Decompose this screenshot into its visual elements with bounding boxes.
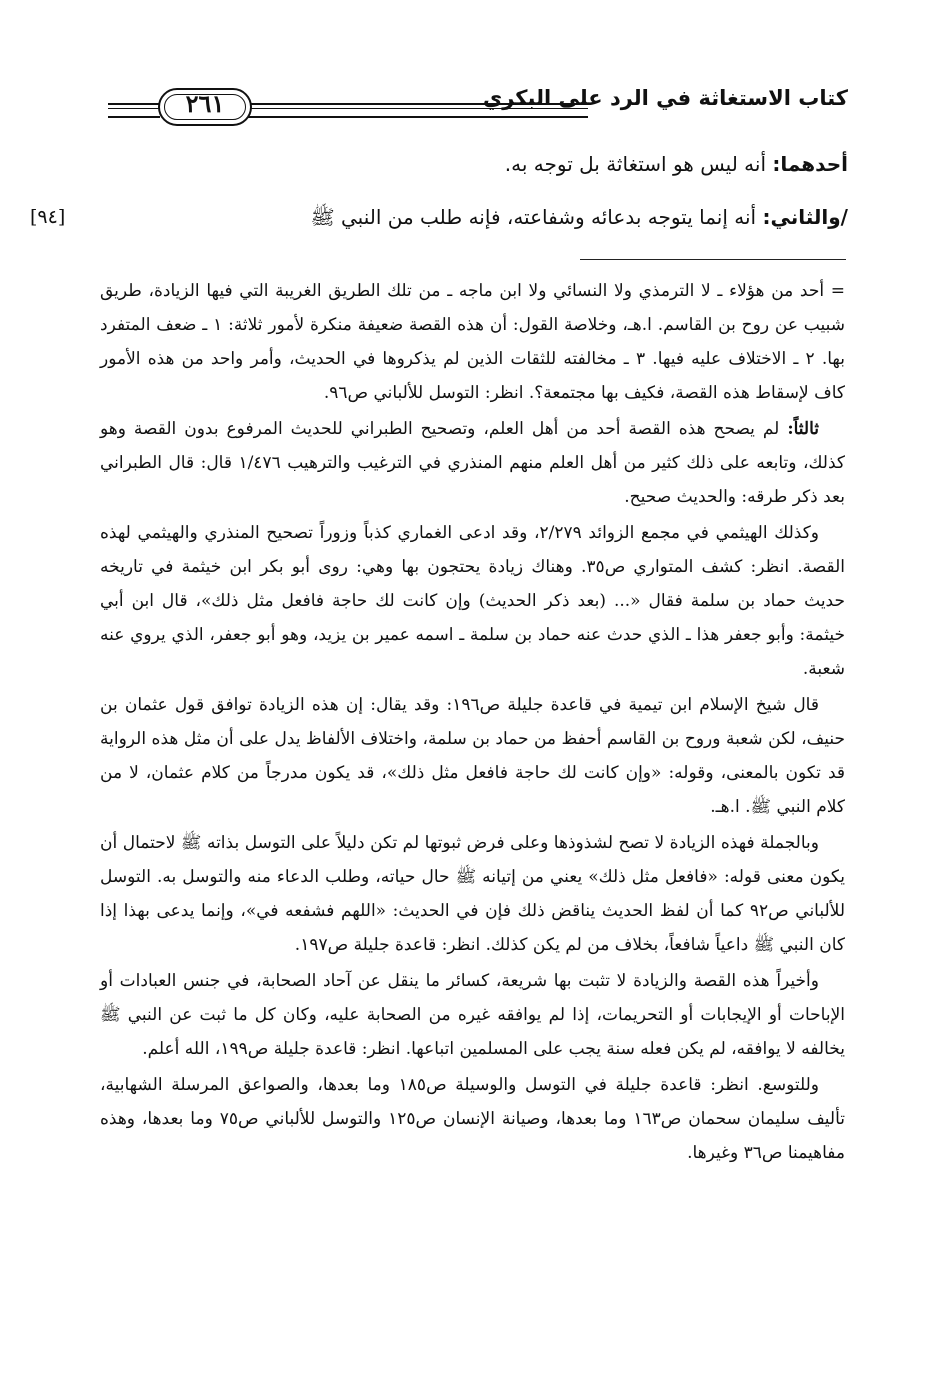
page-header xyxy=(98,80,848,132)
footnote-text: = أحد من هؤلاء ـ لا الترمذي ولا النسائي ولا ابن ماجه ـ من تلك الطريق الغريبة التي فيها الزيادة، طريق شبيب عن روح بن القاسم. ا.هـ، وخلاصة القول: أن هذه القصة ضعيفة منكرة لأمور ثلاثة: ١ ـ ضعف المتفرد بها. ٢ ـ الاختلاف عليه فيها. ٣ ـ مخالفته للثقات الذين لم يذكروها في الحديث، وأمر واحد من هذه الأمور كاف لإسقاط هذه القصة، فكيف بها مجتمعة؟. انظر: التوسل للألباني ص٩٦. xyxy=(100,281,846,403)
footnote-paragraph xyxy=(100,412,845,514)
second-point-text: أنه إنما يتوجه بدعائه وشفاعته، فإنه طلب من النبي ﷺ xyxy=(310,205,757,229)
footnote-paragraph xyxy=(100,964,845,1066)
footnote-paragraph xyxy=(100,688,845,824)
page-number: ٢٦١ xyxy=(185,89,225,118)
footnote-paragraph xyxy=(100,1068,845,1170)
footnote-text: وكذلك الهيثمي في مجمع الزوائد ٢/٢٧٩، وقد ادعى الغماري كذباً وزوراً تصحيح المنذري والهيثمي لهذه القصة. انظر: كشف المتواري ص٣٥. وهناك زيادة يحتجون بها وهي: روى أبو بكر ابن خيثمة في تاريخه حديث حماد بن سلمة فقال «... (بعد ذكر الحديث) وإن كانت لك حاجة فافعل مثل ذلك»، قال ابن أبي خيثمة: وأبو جعفر هذا ـ الذي حدث عنه حماد بن سلمة ـ اسمه عمير بن يزيد، وهو أبو جعفر، الذي يروي عنه شعبة. xyxy=(100,523,845,679)
footnote-text: وأخيراً هذه القصة والزيادة لا تثبت بها شريعة، كسائر ما ينقل عن آحاد الصحابة، في جنس العبادات أو الإباحات أو الإيجابات أو التحريمات، إذا لم يوافقه غيره من الصحابة عليه، وكان كل ما ثبت عن النبي ﷺ يخالفه لا يوافقه، لم يكن فعله سنة يجب على المسلمين اتباعها. انظر: قاعدة جليلة ص١٩٩، الله أعلم. xyxy=(100,971,845,1059)
footnote-text: وبالجملة فهذه الزيادة لا تصح لشذوذها وعلى فرض ثبوتها لم تكن دليلاً على التوسل بذاته ﷺ لاحتمال أن يكون معنى قوله: «فافعل مثل ذلك» يعني من إتيانه ﷺ حال حياته، وطلب الدعاء منه والتوسل به. التوسل للألباني ص٩٢ كما أن لفظ الحديث يناقض ذلك فإن في الحديث: «اللهم فشفعه في»، وإنما يدعى بهذا إذا كان النبي ﷺ داعياً شافعاً، بخلاف من لم يكن كذلك. انظر: قاعدة جليلة ص١٩٧. xyxy=(100,833,845,955)
footnote-text: لم يصحح هذه القصة أحد من أهل العلم، وتصحيح الطبراني للحديث المرفوع بدون القصة وهو كذلك، وتابعه على ذلك كثير من أهل العلم منهم المنذري في الترغيب والترهيب ١/٤٧٦ قال: قال الطبراني بعد ذكر طرقه: والحديث صحيح. xyxy=(100,419,845,507)
footnote-paragraph xyxy=(100,274,845,410)
header-rule-left xyxy=(108,103,160,118)
main-text-line-1 xyxy=(505,152,848,176)
footnote-text: وللتوسع. انظر: قاعدة جليلة في التوسل والوسيلة ص١٨٥ وما بعدها، والصواعق المرسلة الشهابية، تأليف سليمان سحمان ص١٦٣ وما بعدها، وصيانة الإنسان ص١٢٥ والتوسل للألباني ص٧٥ وما بعدها، وهذه مفاهيمنا ص٣٦ وغيرها. xyxy=(100,1075,846,1163)
footnote-separator xyxy=(580,259,846,260)
footnote-text: قال شيخ الإسلام ابن تيمية في قاعدة جليلة ص١٩٦: وقد يقال: إن هذه الزيادة توافق قول عثمان بن حنيف، لكن شعبة وروح بن القاسم أحفظ من حماد بن سلمة، واختلاف الألفاظ يدل على أن مثل هذه الرواية قد تكون بالمعنى، وقوله: «وإن كانت لك حاجة فافعل مثل ذلك»، قد يكون مدرجاً من كلام عثمان، لا من كلام النبي ﷺ. ا.هـ. xyxy=(100,695,845,817)
main-text-line-2 xyxy=(310,205,848,234)
second-point-label: /والثاني: xyxy=(762,205,848,229)
page-number-frame xyxy=(158,88,252,126)
first-point-label: أحدهما: xyxy=(772,152,848,176)
footnotes xyxy=(100,274,845,1172)
footnote-label: ثالثاً: xyxy=(787,419,819,439)
manuscript-page-marker: [٩٤] xyxy=(30,206,66,228)
footnote-paragraph xyxy=(100,826,845,962)
footnote-paragraph xyxy=(100,516,845,686)
book-title: كتاب الاستغاثة في الرد على البكري xyxy=(482,86,848,110)
first-point-text: أنه ليس هو استغاثة بل توجه به. xyxy=(504,152,767,176)
